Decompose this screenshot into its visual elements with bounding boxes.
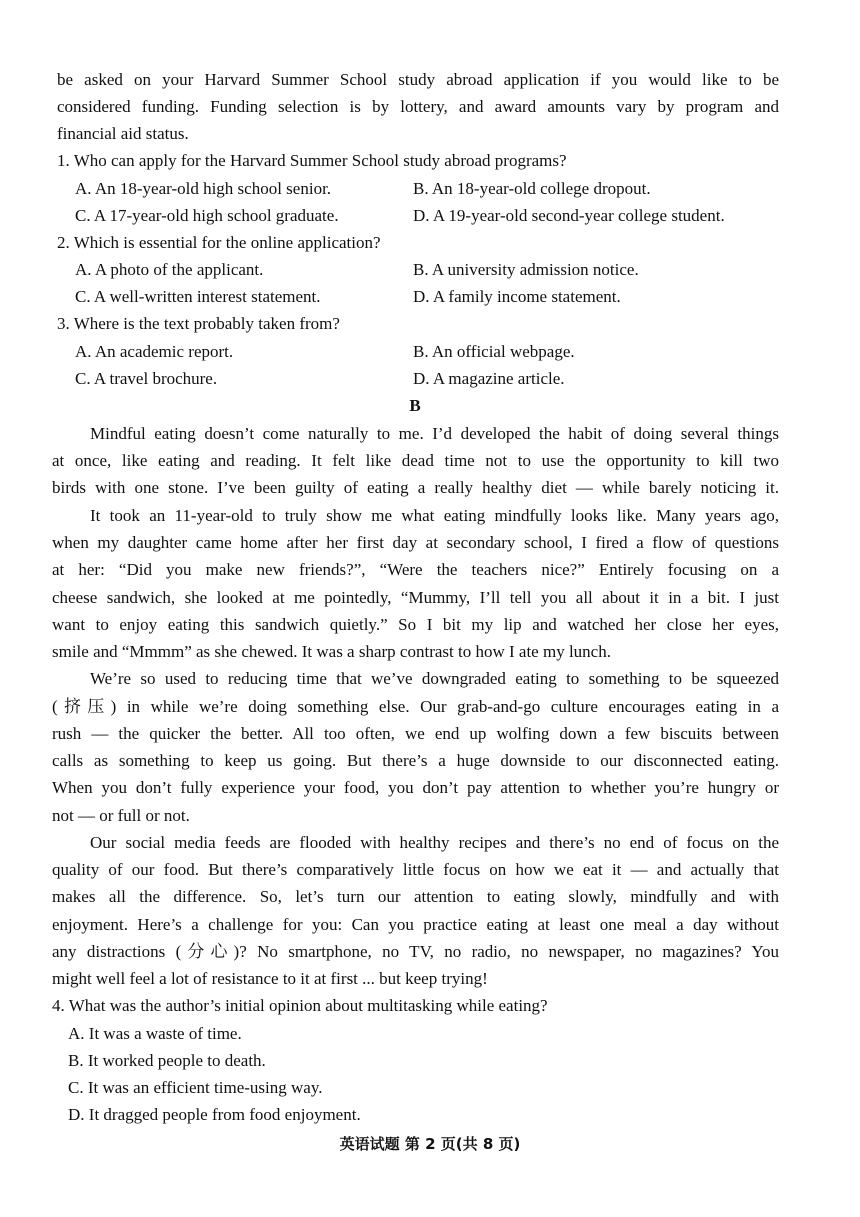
passage-line: at her: “Did you make new friends?”, “Were the teachers nice?” Entirely focusing on a [52,560,779,579]
question-2-option-b: B. A university admission notice. [413,260,639,279]
passage-line: makes all the difference. So, let’s turn our attention to eating slowly, mindfully and with [52,887,779,906]
page-footer: 英语试题 第 2 页(共 8 页) [339,1135,521,1153]
question-2-option-a: A. A photo of the applicant. [75,260,264,279]
question-1-option-b: B. An 18-year-old college dropout. [413,179,651,198]
question-1-option-a: A. An 18-year-old high school senior. [75,179,332,198]
passage-line: rush — the quicker the better. All too often, we end up wolfing down a few biscuits between [52,724,779,743]
question-4-stem: 4. What was the author’s initial opinion about multitasking while eating? [52,996,548,1015]
question-1-option-d: D. A 19-year-old second-year college student. [413,206,725,225]
question-3-option-c: C. A travel brochure. [75,369,218,388]
question-2-option-c: C. A well-written interest statement. [75,287,321,306]
passage-line: any distractions (分心)? No smartphone, no TV, no radio, no newspaper, no magazines? You [52,942,779,961]
section-b-heading: B [409,396,421,415]
passage-line: When you don’t fully experience your food, you don’t pay attention to whether you’re hungry or [52,778,779,797]
question-3-option-d: D. A magazine article. [413,369,565,388]
question-1-option-c: C. A 17-year-old high school graduate. [75,206,339,225]
passage-line: might well feel a lot of resistance to it at first ... but keep trying! [52,969,488,988]
question-4-option-d: D. It dragged people from food enjoyment. [68,1105,361,1124]
question-2-stem: 2. Which is essential for the online application? [57,233,381,252]
question-2-option-d: D. A family income statement. [413,287,621,306]
question-1-stem: 1. Who can apply for the Harvard Summer School study abroad programs? [57,151,567,170]
question-3-option-a: A. An academic report. [75,342,234,361]
passage-line: It took an 11-year-old to truly show me what eating mindfully looks like. Many years ago, [90,506,779,525]
passage-line: Mindful eating doesn’t come naturally to me. I’d developed the habit of doing several things [90,424,779,443]
passage-line: quality of our food. But there’s comparatively little focus on how we eat it — and actually that [52,860,779,879]
passage-line: at once, like eating and reading. It felt like dead time not to use the opportunity to kill two [52,451,779,470]
passage-line: birds with one stone. I’ve been guilty of eating a really healthy diet — while barely noticing it. [52,478,779,497]
passage-line: (挤压) in while we’re doing something else. Our grab-and-go culture encourages eating in a [52,697,779,716]
question-3-option-b: B. An official webpage. [413,342,575,361]
intro-line: considered funding. Funding selection is by lottery, and award amounts vary by program and [57,97,779,116]
passage-line: not — or full or not. [52,806,190,825]
question-4-option-a: A. It was a waste of time. [68,1024,242,1043]
passage-line: calls as something to keep us going. But there’s a huge downside to our disconnected eating. [52,751,779,770]
intro-line: financial aid status. [57,124,189,143]
passage-line: enjoyment. Here’s a challenge for you: Can you practice eating at least one meal a day without [52,915,779,934]
passage-line: We’re so used to reducing time that we’ve downgraded eating to something to be squeezed [90,669,779,688]
question-4-option-b: B. It worked people to death. [68,1051,266,1070]
passage-line: Our social media feeds are flooded with healthy recipes and there’s no end of focus on the [90,833,779,852]
passage-line: want to enjoy eating this sandwich quietly.” So I bit my lip and watched her close her eyes, [52,615,779,634]
passage-line: when my daughter came home after her first day at secondary school, I fired a flow of questions [52,533,779,552]
passage-line: smile and “Mmmm” as she chewed. It was a sharp contrast to how I ate my lunch. [52,642,611,661]
question-4-option-c: C. It was an efficient time-using way. [68,1078,323,1097]
question-3-stem: 3. Where is the text probably taken from? [57,314,340,333]
intro-line: be asked on your Harvard Summer School study abroad application if you would like to be [57,70,779,89]
passage-line: cheese sandwich, she looked at me pointedly, “Mummy, I’ll tell you all about it in a bit. I just [52,588,779,607]
